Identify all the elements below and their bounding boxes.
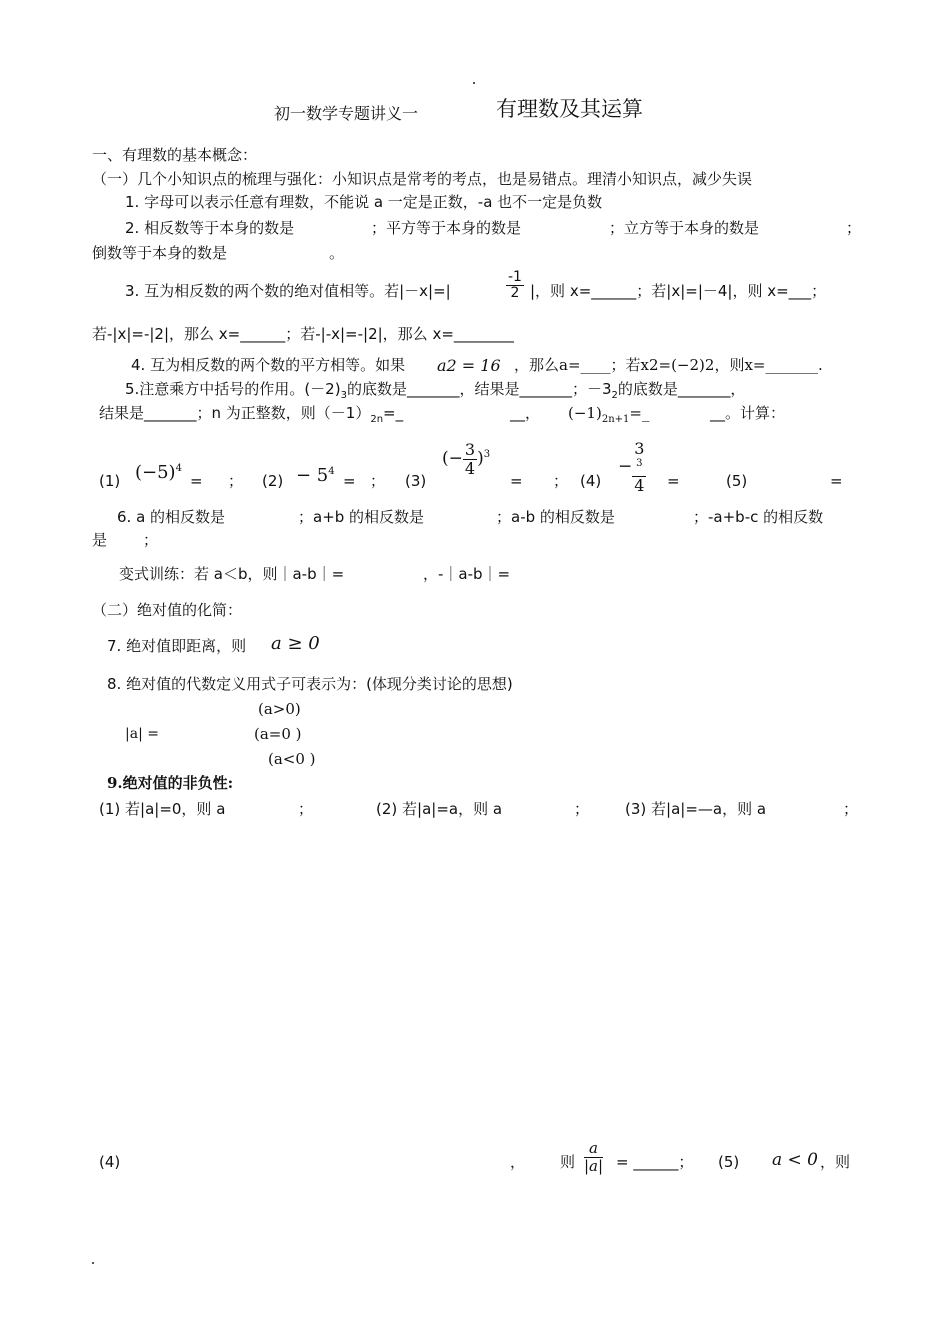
item-5-l: =_ bbox=[629, 404, 650, 422]
item-3-c: 若-|x|=-|2|，那么 x=______；若-|-x|=-|2|，那么 x=________ bbox=[92, 325, 514, 343]
item-9-2-b: ； bbox=[574, 800, 590, 818]
section-heading: 一、有理数的基本概念： bbox=[92, 146, 258, 164]
item-2-b: ；平方等于本身的数是 bbox=[371, 219, 522, 237]
item-9-1-b: ； bbox=[298, 800, 314, 818]
calc-4-numerator: 3 bbox=[634, 439, 645, 458]
item-1: 1. 字母可以表示任意有理数，不能说 a 一定是正数，-a 也不一定是负数 bbox=[125, 193, 603, 211]
item-9: 9.绝对值的非负性: bbox=[107, 774, 234, 792]
item-2-e: 倒数等于本身的数是 bbox=[92, 244, 228, 262]
item-9-4-eq: = ______； bbox=[616, 1153, 694, 1171]
title-right: 有理数及其运算 bbox=[496, 97, 643, 121]
item-3-fraction bbox=[506, 270, 524, 302]
variant-a: 变式训练：若 a＜b，则｜a-b｜= bbox=[119, 565, 345, 583]
calc-3-numerator: 3 bbox=[464, 440, 476, 459]
calc-sep-2: ； bbox=[370, 472, 386, 490]
item-7-b: a ≥ 0 bbox=[271, 633, 320, 654]
item-5-c: 的底数是_______，结果是_______；－3 bbox=[346, 380, 612, 398]
item-9-4-label: (4) bbox=[99, 1153, 121, 1171]
calc-3-label: (3) bbox=[405, 472, 427, 490]
item-9-4-comma: ， bbox=[510, 1153, 526, 1171]
item-3-b: |，则 x=______；若|x|=|－4|，则 x=___； bbox=[530, 282, 827, 300]
abs-case-3: (a<0 ) bbox=[268, 750, 316, 768]
abs-case-1: (a>0) bbox=[258, 700, 301, 718]
scan-dot bbox=[473, 82, 475, 84]
item-5-exp-4: 2n+1 bbox=[601, 414, 630, 425]
item-5-exp-2: 2 bbox=[611, 390, 618, 401]
calc-3-close: ) bbox=[477, 448, 484, 469]
item-9-1-a: (1) 若|a|=0，则 a bbox=[99, 800, 226, 818]
item-4-equation: a2 = 16 bbox=[437, 356, 501, 375]
item-9-4-then: 则 bbox=[560, 1153, 576, 1171]
calc-4-eq: = bbox=[667, 472, 680, 490]
abs-def-label: |a| = bbox=[125, 726, 159, 742]
item-6-a: 6. a 的相反数是 bbox=[117, 508, 226, 526]
calc-4-minus: − bbox=[618, 456, 633, 477]
item-5-h: =_ bbox=[383, 404, 404, 422]
item-9-3-a: (3) 若|a|=—a，则 a bbox=[625, 800, 767, 818]
item-5-i: __， bbox=[510, 404, 541, 422]
item-5-j: (−1) bbox=[568, 404, 602, 422]
item-2-a: 2. 相反数等于本身的数是 bbox=[125, 219, 295, 237]
calc-2-eq: = bbox=[343, 472, 356, 490]
item-9-5-then: ，则 bbox=[820, 1153, 851, 1171]
item-5-exp-1: 3 bbox=[340, 390, 347, 401]
calc-1-label: (1) bbox=[99, 472, 121, 490]
scan-dot bbox=[92, 1262, 94, 1264]
item-5-e: 的底数是_______， bbox=[617, 380, 746, 398]
item-3-a: 3. 互为相反数的两个数的绝对值相等。若|－x|=| bbox=[125, 282, 451, 300]
item-5-exp-3: 2n bbox=[370, 414, 384, 425]
item-3-numerator: -1 bbox=[508, 269, 522, 285]
calc-5-eq: = bbox=[830, 472, 843, 490]
item-4-a: 4. 互为相反数的两个数的平方相等。如果 bbox=[131, 356, 406, 374]
calc-1-exp: 4 bbox=[175, 463, 182, 474]
variant-b: ，-｜a-b｜= bbox=[423, 565, 511, 583]
item-6-f: ； bbox=[143, 531, 159, 549]
item-7-a: 7. 绝对值即距离，则 bbox=[107, 637, 247, 655]
item-8: 8. 绝对值的代数定义用式子可表示为：(体现分类讨论的思想) bbox=[107, 675, 513, 693]
item-6-c: ；a-b 的相反数是 bbox=[496, 508, 615, 526]
subsection-2-heading: （二）绝对值的化简： bbox=[92, 601, 243, 619]
calc-1-expr: (−5) bbox=[135, 462, 176, 483]
calc-sep-1: ； bbox=[228, 472, 244, 490]
item-6-b: ；a+b 的相反数是 bbox=[298, 508, 425, 526]
item-3-denominator: 2 bbox=[510, 285, 520, 302]
item-4-c: ，那么a=____；若x2=(−2)2，则x=_______. bbox=[514, 356, 823, 374]
item-2-d: ； bbox=[846, 219, 862, 237]
item-9-5-label: (5) bbox=[718, 1153, 740, 1171]
title-left: 初一数学专题讲义一 bbox=[274, 104, 419, 123]
calc-3-open: (− bbox=[442, 448, 463, 469]
calc-2-label: (2) bbox=[262, 472, 284, 490]
calc-4-denominator: 4 bbox=[634, 475, 645, 495]
calc-3-denominator: 4 bbox=[464, 458, 476, 478]
calc-2-expr: − 5 bbox=[296, 465, 329, 486]
item-6-e: 是 bbox=[92, 531, 108, 549]
item-5-f: 结果是_______；n 为正整数，则（－1） bbox=[99, 404, 371, 422]
calc-1-eq: = bbox=[190, 472, 203, 490]
item-9-5-expr: a < 0 bbox=[772, 1150, 819, 1170]
calc-3-exp: 3 bbox=[483, 448, 491, 460]
item-2-c: ；立方等于本身的数是 bbox=[609, 219, 760, 237]
subsection-1-heading: （一）几个小知识点的梳理与强化：小知识点是常考的考点，也是易错点。理清小知识点，减少失误 bbox=[92, 170, 753, 188]
item-9-3-b: ； bbox=[843, 800, 859, 818]
item-9-4-fraction bbox=[584, 1140, 603, 1174]
calc-3-eq: = bbox=[510, 472, 523, 490]
item-9-4-denominator: |a| bbox=[584, 1156, 604, 1175]
calc-4-numerator-exp: 3 bbox=[636, 457, 643, 469]
calc-sep-3: ； bbox=[553, 472, 569, 490]
calc-2-exp: 4 bbox=[328, 466, 335, 477]
item-9-2-a: (2) 若|a|=a，则 a bbox=[376, 800, 503, 818]
item-6-d: ；-a+b-c 的相反数 bbox=[693, 508, 824, 526]
item-5-a: 5.注意乘方中括号的作用。(－2) bbox=[125, 380, 341, 398]
calc-4-label: (4) bbox=[580, 472, 602, 490]
item-5-m: __。计算： bbox=[710, 404, 786, 422]
item-2-f: 。 bbox=[329, 244, 345, 262]
item-9-4-numerator: a bbox=[584, 1140, 603, 1158]
calc-5-label: (5) bbox=[726, 472, 748, 490]
abs-case-2: (a=0 ) bbox=[254, 725, 302, 743]
